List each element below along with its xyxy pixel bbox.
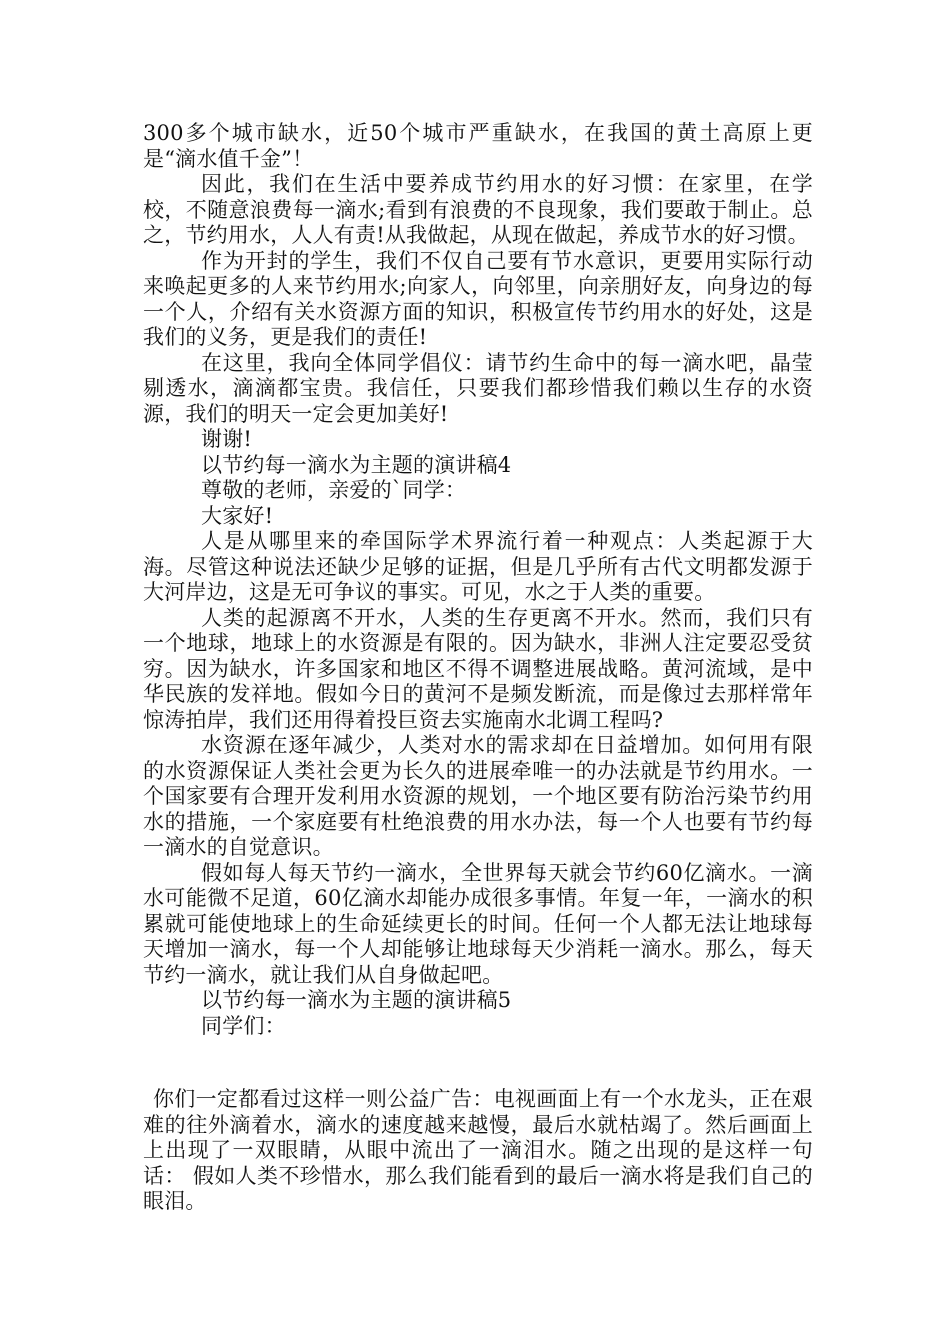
paragraph-ad: 你们一定都看过这样一则公益广告：电视画面上有一个水龙头，正在艰难的往外滴着水，滴水的速度越来越慢，最后水就枯竭了。然后画面上上出现了一双眼睛，从眼中流出了一滴泪水。随之出现的是这样一句话： 假如人类不珍惜水，那么我们能看到的最后一滴水将是我们自己的眼泪。 [143,1087,813,1213]
paragraph-saving: 假如每人每天节约一滴水，全世界每天就会节约60亿滴水。一滴水可能微不足道，60亿滴水却能办成很多事情。年复一年，一滴水的积累就可能使地球上的生命延续更长的时间。任何一个人都无法让地球每天增加一滴水，每一个人却能够让地球每天少消耗一滴水。那么，每天节约一滴水，就让我们从自身做起吧。 [143,860,813,987]
greeting-line: 大家好! [201,503,274,528]
paragraph-1: 300多个城市缺水，近50个城市严重缺水，在我国的黄土高原上更是“滴水值千金”！ [143,121,813,171]
paragraph-2: 因此，我们在生活中要养成节约用水的好习惯：在家里，在学校，不随意浪费每一滴水;看到有浪费的不良现象，我们要敢于制止。总之，节约用水，人人有责!从我做起，从现在做起，养成节水的好习惯。 [143,172,813,247]
speech-4-title: 以节约每一滴水为主题的演讲稿4 [201,452,512,477]
paragraph-resources: 水资源在逐年减少，人类对水的需求却在日益增加。如何用有限的水资源保证人类社会更为长久的进展牵唯一的办法就是节约用水。一个国家要有合理开发利用水资源的规划，一个地区要有防治污染节约用水的措施，一个家庭要有杜绝浪费的用水办法，每一个人也要有节约每一滴水的自觉意识。 [143,733,813,859]
speech-5-title: 以节约每一滴水为主题的演讲稿5 [201,988,512,1012]
salutation-teachers: 尊敬的老师，亲爱的`同学： [201,478,467,502]
paragraph-4: 在这里，我向全体同学倡仪：请节约生命中的每一滴水吧，晶莹剔透水，滴滴都宝贵。我信任，只要我们都珍惜我们赖以生存的水资源，我们的明天一定会更加美好! [143,350,813,426]
paragraph-3: 作为开封的学生，我们不仅自己要有节水意识，更要用实际行动来唤起更多的人来节约用水;向家人，向邻里，向亲朋好友，向身边的每一个人，介绍有关水资源方面的知识，积极宣传节约用水的好处，这是我们的义务，更是我们的责任! [143,248,813,349]
salutation-students: 同学们： [201,1013,286,1038]
document-page [143,121,813,1215]
paragraph-origin: 人是从哪里来的牵国际学术界流行着一种观点：人类起源于大海。尽管这种说法还缺少足够的证据，但是几乎所有古代文明都发源于大河岸边，这是无可争议的事实。可见，水之于人类的重要。 [143,529,813,604]
blank-spacer [143,1039,813,1087]
thanks-line: 谢谢! [201,427,253,451]
paragraph-survival: 人类的起源离不开水，人类的生存更离不开水。然而，我们只有一个地球，地球上的水资源是有限的。因为缺水，非洲人注定要忍受贫穷。因为缺水，许多国家和地区不得不调整进展战略。黄河流域，是中华民族的发祥地。假如今日的黄河不是频发断流，而是像过去那样常年惊涛拍岸，我们还用得着投巨资去实施南水北调工程吗? [143,605,813,732]
